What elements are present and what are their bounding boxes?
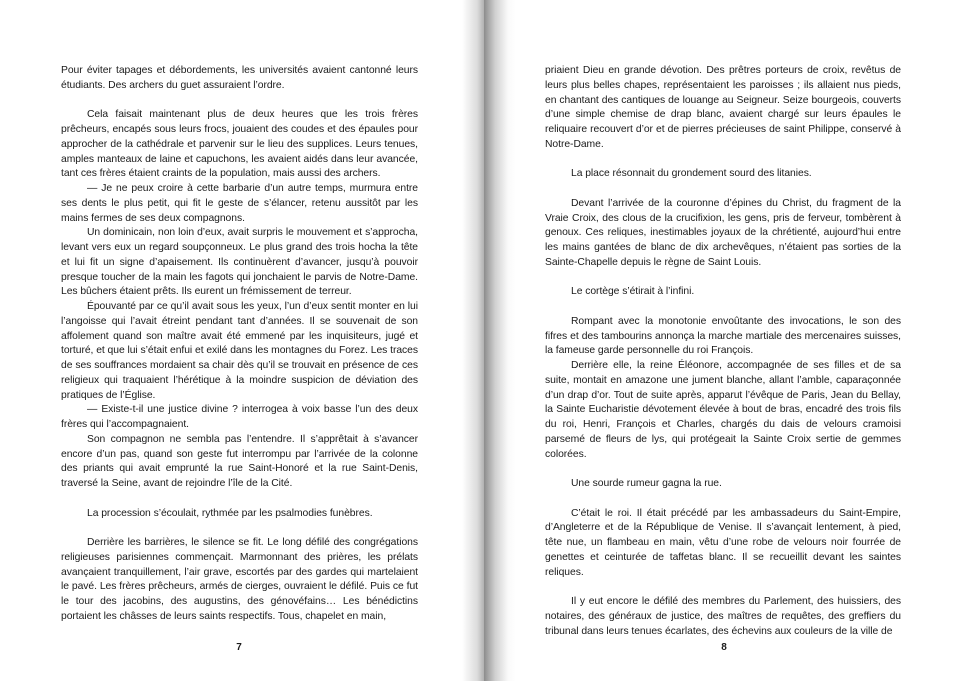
paragraph-spacer <box>545 462 901 477</box>
paragraph: Un dominicain, non loin d’eux, avait surpris le mouvement et s’approcha, levant vers eux un regard soupçonneux. Le plus grand des trois hocha la tête et lui fit un signe d’apaisement. Ils continuèrent d’avancer, jusqu’à pouvoir presque toucher de la main les fagots qui jonchaient le parvis de Notre-Dame. Les bûchers étaient prêts. Ils eurent un frémissement de terreur. <box>61 227 418 298</box>
paragraph: Rompant avec la monotonie envoûtante des invocations, le son des fifres et des tambourins annonça la marche martiale des mercenaires suisses, la fameuse garde personnelle du roi François. <box>545 315 901 357</box>
page-number-left: 7 <box>236 642 242 653</box>
paragraph: Une sourde rumeur gagna la rue. <box>571 478 722 489</box>
paragraph-spacer <box>545 153 901 168</box>
paragraph: Derrière les barrières, le silence se fit. Le long défilé des congrégations religieuses parisiennes commençait. Marmonnant des prières, les prélats avançaient tranquillement, l’air grave, escortés par des gardes qui martelaient le pavé. Les frères prêcheurs, armés de cierges, ouvraient le défilé. Puis ce fut le tour des jacobins, des augustins, des génovéfains… Les bénédictins portaient les châsses de leurs saints respectifs. Tous, chapelet en main, <box>61 537 418 622</box>
paragraph: Cela faisait maintenant plus de deux heures que les trois frères prêcheurs, encapés sous leurs frocs, jouaient des coudes et des épaules pour approcher de la cathédrale et parvenir sur le lieu des supplices. Leurs tenues, amples manteaux de laine et capuchons, les avaient aidés dans leur avancée, tant ces frères étaient craints de la population, mais aussi des archers. <box>61 109 418 180</box>
paragraph: Devant l’arrivée de la couronne d’épines du Christ, du fragment de la Vraie Croix, des clous de la crucifixion, les gens, pris de ferveur, tombèrent à genoux. Ces reliques, inestimables joyaux de la chrétienté, aujourd’hui entre les mains gantées de blanc de dix archevêques, n’étaient pas sorties de la Sainte-Chapelle depuis le règne de Saint Louis. <box>545 197 901 268</box>
right-page-body <box>545 64 901 639</box>
left-page-body <box>61 64 418 625</box>
paragraph: Son compagnon ne sembla pas l’entendre. Il s’apprêtait à s’avancer encore d’un pas, quand son geste fut interrompu par l’arrivée de la colonne des priants qui avait emprunté la rue Saint-Honoré et la rue Saint-Denis, traversé la Seine, avant de rejoindre l’île de la Cité. <box>61 433 418 489</box>
paragraph-spacer <box>545 271 901 286</box>
paragraph: Il y eut encore le défilé des membres du Parlement, des huissiers, des notaires, des généraux de justice, des maîtres de requêtes, des greffiers du tribunal dans leurs tenues écarlates, des échevins aux couleurs de la ville de <box>545 596 901 637</box>
paragraph-spacer <box>545 182 901 197</box>
paragraph: priaient Dieu en grande dévotion. Des prêtres porteurs de croix, revêtus de leurs plus belles chapes, représentaient les paroisses ; ils allaient nus pieds, en chantant des cantiques de louange au Seigneur. Seize bourgeois, couverts d’une simple chemise de drap blanc, avaient chargé sur leurs épaules le reliquaire recouvert d’or et de pierres précieuses de saint Philippe, conservé à Notre-Dame. <box>545 65 901 150</box>
left-page <box>0 0 484 681</box>
paragraph: Le cortège s’étirait à l’infini. <box>571 286 695 298</box>
paragraph-spacer <box>61 521 418 536</box>
paragraph: Derrière elle, la reine Éléonore, accompagnée de ses filles et de sa suite, montait en amazone une jument blanche, allant l’amble, caparaçonnée d’un drap d’or. Tout de suite après, apparut l’évêque de Paris, Jean du Bellay, la Sainte Eucharistie dévotement élevée à bout de bras, encadré des trois fils du roi, Henri, François et Charles, chargés du dais de velours cramoisi parsemé de fleurs de lys, qui protégeait la Sainte Croix sertie de gemmes colorées. <box>545 360 901 460</box>
paragraph: C’était le roi. Il était précédé par les ambassadeurs du Saint-Empire, d’Angleterre et de la République de Venise. Il s’avançait lentement, à pied, tête nue, un flambeau en main, vêtu d’une robe de velours noir fourrée de genettes et ceinturée de taffetas blanc. Il se recueillit devant les saintes reliques. <box>545 507 901 578</box>
paragraph: — Existe-t-il une justice divine ? interrogea à voix basse l’un des deux frères qui l’accompagnaient. <box>61 404 418 430</box>
right-page <box>484 0 970 681</box>
paragraph: La procession s’écoulait, rythmée par les psalmodies funèbres. <box>87 507 373 519</box>
paragraph-spacer <box>61 492 418 507</box>
gutter-shadow-right <box>484 0 516 681</box>
paragraph-spacer <box>545 492 901 507</box>
paragraph-spacer <box>545 300 901 315</box>
paragraph-spacer <box>61 94 418 109</box>
paragraph: La place résonnait du grondement sourd des litanies. <box>571 168 812 180</box>
paragraph: — Je ne peux croire à cette barbarie d’un autre temps, murmura entre ses dents le plus petit, qui fit le geste de s’élancer, retenu aussitôt par les mains fermes de ses deux compagnons. <box>61 183 418 224</box>
paragraph: Épouvanté par ce qu’il avait sous les yeux, l’un d’eux sentit monter en lui l’angoisse qui l’avait étreint pendant tant d’années. Il se souvenait de son affolement quand son maître avait été emmené par les inquisiteurs, jugé et torturé, et que lui s’était enfui et exilé dans les montagnes du Forez. Les traces de ses souffrances mordaient sa chair dès qu’il se trouvait en présence de ces religieux qui traquaient l’hérétique à la moindre suspicion de déviation des pratiques de l’Église. <box>61 301 418 401</box>
paragraph: Pour éviter tapages et débordements, les universités avaient cantonné leurs étudiants. Des archers du guet assuraient l’ordre. <box>61 65 418 91</box>
paragraph-spacer <box>545 580 901 595</box>
page-number-right: 8 <box>721 642 727 653</box>
gutter-shadow-left <box>462 0 484 681</box>
